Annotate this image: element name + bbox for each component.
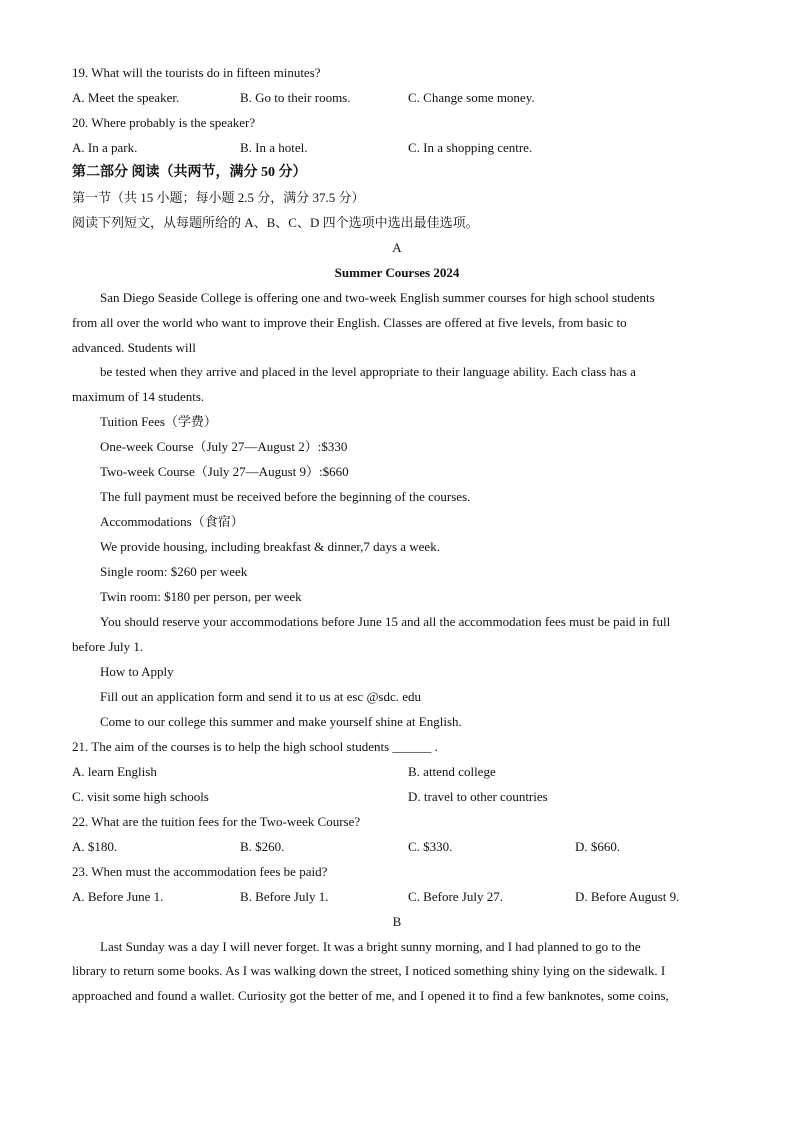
passage-b-line: Last Sunday was a day I will never forget. It was a bright sunny morning, and I had planned to go to the bbox=[100, 939, 641, 954]
question-23-option-d: D. Before August 9. bbox=[575, 889, 680, 904]
passage-a-line: Come to our college this summer and make yourself shine at English. bbox=[100, 714, 462, 729]
how-to-apply-heading: How to Apply bbox=[100, 664, 174, 679]
passage-b-line: approached and found a wallet. Curiosity got the better of me, and I opened it to find a few banknotes, some coins, bbox=[72, 988, 669, 1003]
twin-room-price: Twin room: $180 per person, per week bbox=[100, 589, 302, 604]
question-21-option-b: B. attend college bbox=[408, 764, 496, 779]
question-19-stem: 19. What will the tourists do in fifteen minutes? bbox=[72, 65, 321, 80]
question-22-option-c: C. $330. bbox=[408, 839, 453, 854]
question-21-option-d: D. travel to other countries bbox=[408, 789, 548, 804]
question-22-option-d: D. $660. bbox=[575, 839, 621, 854]
passage-a-line: Fill out an application form and send it to us at esc @sdc. edu bbox=[100, 689, 422, 704]
passage-b-line: library to return some books. As I was walking down the street, I noticed something shiny lying on the sidewalk. I bbox=[72, 963, 666, 978]
part-two-heading: 第二部分 阅读（共两节，满分 50 分） bbox=[72, 165, 307, 180]
passage-a-line: We provide housing, including breakfast & dinner,7 days a week. bbox=[100, 539, 440, 554]
section-one-heading: 第一节（共 15 小题；每小题 2.5 分，满分 37.5 分） bbox=[72, 190, 365, 205]
reading-instruction: 阅读下列短文，从每题所给的 A、B、C、D 四个选项中选出最佳选项。 bbox=[72, 215, 479, 230]
question-21-option-c: C. visit some high schools bbox=[72, 789, 209, 804]
passage-a-line: You should reserve your accommodations before June 15 and all the accommodation fees must be paid in full bbox=[100, 614, 671, 629]
passage-a-line: The full payment must be received before the beginning of the courses. bbox=[100, 489, 471, 504]
one-week-course-fee: One-week Course（July 27—August 2）:$330 bbox=[100, 439, 348, 454]
question-22-stem: 22. What are the tuition fees for the Two-week Course? bbox=[72, 814, 361, 829]
single-room-price: Single room: $260 per week bbox=[100, 564, 248, 579]
question-20-option-a: A. In a park. bbox=[72, 140, 138, 155]
question-22-option-b: B. $260. bbox=[240, 839, 285, 854]
passage-a-line: San Diego Seaside College is offering one and two-week English summer courses for high school students bbox=[100, 290, 655, 305]
question-23-option-c: C. Before July 27. bbox=[408, 889, 503, 904]
question-23-stem: 23. When must the accommodation fees be paid? bbox=[72, 864, 328, 879]
question-20-option-c: C. In a shopping centre. bbox=[408, 140, 533, 155]
question-23-option-b: B. Before July 1. bbox=[240, 889, 329, 904]
passage-a-line: maximum of 14 students. bbox=[72, 389, 205, 404]
question-20-stem: 20. Where probably is the speaker? bbox=[72, 115, 256, 130]
question-22-option-a: A. $180. bbox=[72, 839, 118, 854]
passage-a-label: A bbox=[392, 240, 402, 255]
passage-a-line: advanced. Students will bbox=[72, 340, 196, 355]
question-19-option-a: A. Meet the speaker. bbox=[72, 90, 180, 105]
question-20-option-b: B. In a hotel. bbox=[240, 140, 308, 155]
passage-b-label: B bbox=[392, 914, 402, 929]
accommodations-heading: Accommodations（食宿） bbox=[100, 514, 244, 529]
two-week-course-fee: Two-week Course（July 27—August 9）:$660 bbox=[100, 464, 349, 479]
question-19-option-b: B. Go to their rooms. bbox=[240, 90, 351, 105]
question-19-option-c: C. Change some money. bbox=[408, 90, 535, 105]
tuition-fees-heading: Tuition Fees（学费） bbox=[100, 414, 217, 429]
passage-a-line: from all over the world who want to improve their English. Classes are offered at five levels, from basic to bbox=[72, 315, 627, 330]
question-21-option-a: A. learn English bbox=[72, 764, 157, 779]
passage-a-title: Summer Courses 2024 bbox=[334, 265, 460, 280]
question-21-stem: 21. The aim of the courses is to help the high school students ______ . bbox=[72, 739, 438, 754]
question-23-option-a: A. Before June 1. bbox=[72, 889, 164, 904]
passage-a-line: before July 1. bbox=[72, 639, 144, 654]
passage-a-line: be tested when they arrive and placed in the level appropriate to their language ability. Each class has a bbox=[100, 364, 636, 379]
